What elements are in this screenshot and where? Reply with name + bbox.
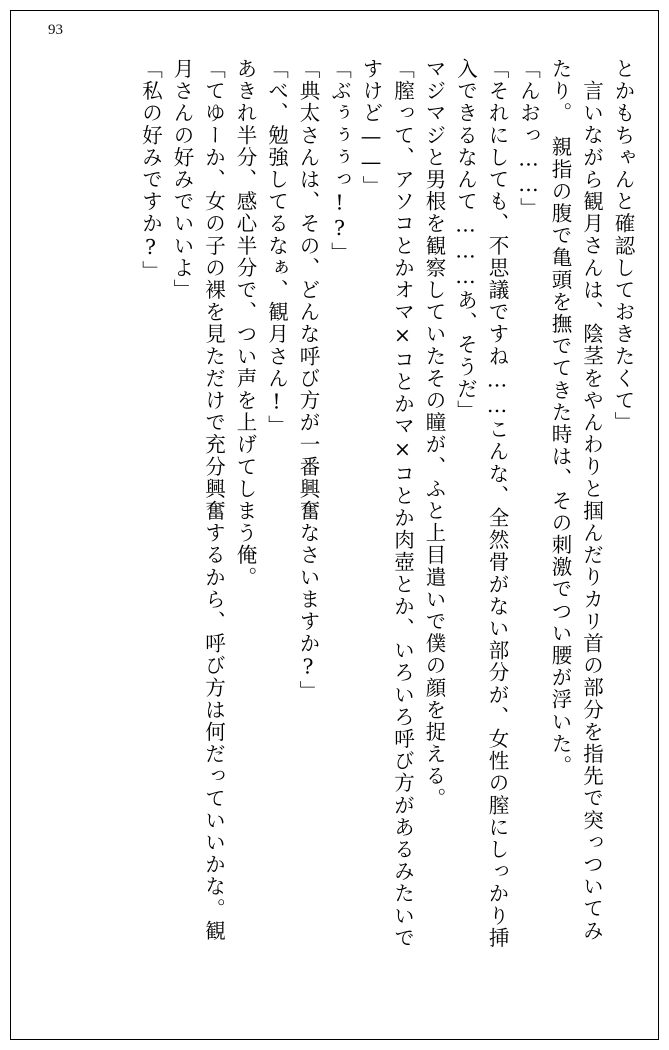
text-column: 「てゆーか、女の子の裸を見ただけで充分興奮するから、呼び方は何だっていいかな。観 [201, 58, 226, 942]
text-column: 言いながら観月さんは、陰茎をやんわりと掴んだりカリ首の部分を指先で突っついてみ [579, 80, 604, 942]
text-column: 「それにしても、不思議ですね……こんな、全然骨がない部分が、女性の膣にしっかり挿 [485, 58, 509, 949]
text-column: 入できるなんて………あ、そうだ」 [453, 58, 478, 423]
text-column: あきれ半分、感心半分で、つい声を上げてしまう俺。 [233, 58, 257, 589]
text-column: 「んおっ……」 [516, 58, 541, 220]
text-column: すけど——」 [359, 58, 383, 198]
text-column: 月さんの好みでいいよ」 [170, 58, 194, 302]
text-column: マジマジと男根を観察していたその瞳が、ふと上目遣いで僕の顔を捉える。 [422, 58, 446, 810]
text-column: 「べ、勉強してるなぁ、観月さん!」 [264, 58, 289, 438]
text-column: 「ぶぅぅぅっ!?」 [327, 58, 352, 264]
text-column: 「典太さんは、その、どんな呼び方が一番興奮なさいますか?」 [296, 58, 320, 703]
text-column: 「膣って、アソコとかオマ×コとかマ×コとか肉壺とか、いろいろ呼び方があるみたいで [390, 58, 415, 949]
text-column: たり。 親指の腹で亀頭を撫でてきた時は、その刺激でつい腰が浮いた。 [548, 58, 572, 778]
text-column: 「私の好みですか?」 [138, 58, 163, 283]
text-column: とかもちゃんと確認しておきたくて」 [611, 58, 635, 434]
vertical-text-body [36, 58, 633, 1008]
page-number: 93 [48, 22, 63, 38]
